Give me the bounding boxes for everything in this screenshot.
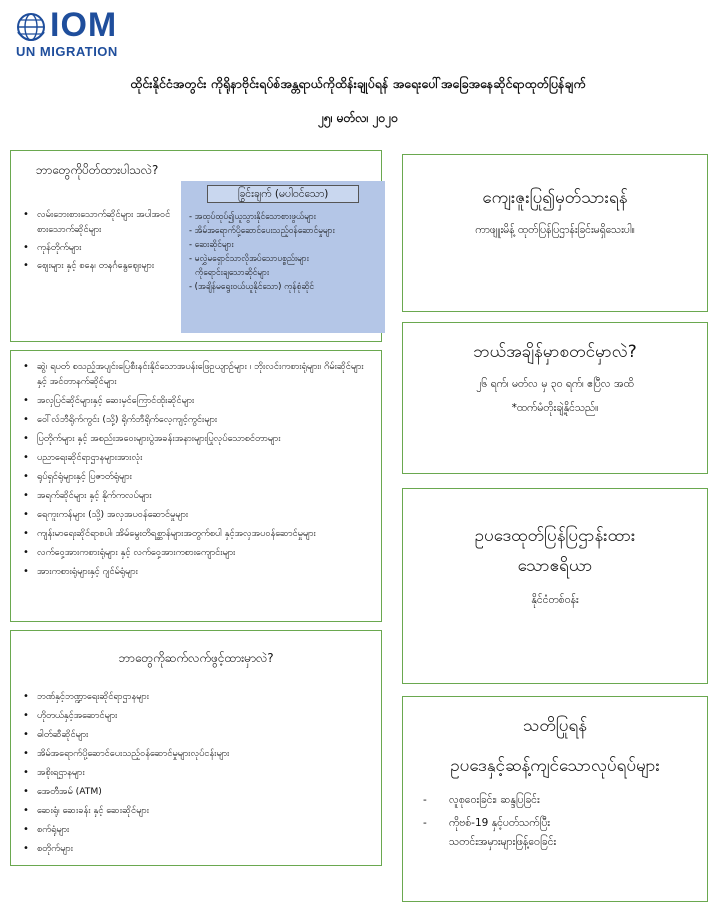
exception-item: - အိမ်အရောက်ပို့ဆောင်ပေးသည့်ဝန်ဆောင်မှုများ xyxy=(189,225,335,235)
list-item: • အေတီအမ် (ATM) xyxy=(21,784,373,799)
warning-heading-line1: သတိပြုရန် xyxy=(522,716,588,736)
open-box xyxy=(10,630,382,866)
area-box xyxy=(402,488,708,684)
logo-tagline: UN MIGRATION xyxy=(16,44,118,59)
exception-item: ကိုရောင်းချသောဆိုင်များ xyxy=(195,267,269,277)
closed-list xyxy=(21,207,173,273)
area-heading-line1: ဥပဒေထုတ်ပြန်ပြဌာန်းထား xyxy=(474,526,636,546)
iom-logo xyxy=(16,6,156,58)
list-item: • ရေကူးကန်များ (သို့) အလှအပဝန်ဆောင်မှုများ xyxy=(21,507,373,522)
list-item: • ဓါတ်ဆီဆိုင်များ xyxy=(21,727,373,742)
exception-panel xyxy=(181,181,385,333)
exception-heading: ခြွင်းချက် (မပါဝင်သော) xyxy=(207,185,359,203)
when-text: ၂၆ ရက်၊ မတ်လ မှ ၃၀ ရက်၊ ဧပြီလ အထိ xyxy=(476,378,634,390)
list-item: • ဆေးရုံ၊ ဆေးခန်း နှင့် ဆေးဆိုင်များ xyxy=(21,803,373,818)
list-item: • ရုပ်ရှင်ရုံများနှင့် ပြဇာတ်ရုံများ xyxy=(21,469,373,484)
list-item: • အိမ်အရောက်ပို့ဆောင်ပေးသည့်ဝန်ဆောင်မှုများလုပ်ငန်းများ xyxy=(21,746,373,761)
list-item: • ကုန်တိုက်များ xyxy=(21,240,173,255)
when-note: *ထက်မံတိုးချဲ့နိုင်သည်။ xyxy=(511,402,599,414)
list-item: • အားကစားရုံများနှင့် ဂျင်မ်ရုံများ xyxy=(21,564,373,579)
list-item: - လူစုဝေးခြင်း၊ ဆန္ဒပြခြင်း xyxy=(403,791,707,810)
closed-box xyxy=(10,150,382,342)
list-item: • ဘဏ်နှင့်ဘဏ္ဍာရေးဆိုင်ရာဌာနများ xyxy=(21,689,373,704)
page-title: ထိုင်းနိုင်ငံအတွင်း ကိုရိုနာဗိုင်းရပ်စ်အန္တရာယ်ကိုထိန်းချုပ်ရန် အရေးပေါ်အခြေအနေဆိုင်ရာထုတ်ပြန်ချက် xyxy=(130,76,586,91)
warning-heading-line2: ဥပဒေနှင့်ဆန့်ကျင်သောလုပ်ရပ်များ xyxy=(450,756,660,776)
list-item: • အရက်ဆိုင်များ နှင့် နိုက်ကလပ်များ xyxy=(21,488,373,503)
curfew-text: ကာဖျူးမိန့် ထုတ်ပြန်ပြဌာန်းခြင်းမရှိသေးပါ။ xyxy=(475,224,635,236)
warning-list xyxy=(403,791,707,852)
list-item: • အစိုးရဌာနများ xyxy=(21,765,373,780)
curfew-box xyxy=(402,154,708,312)
list-item: သတင်းအမှားများဖြန့်ဝေခြင်း xyxy=(449,836,557,848)
closed-heading: ဘာတွေကိုပိတ်ထားပါသလဲ? xyxy=(35,163,159,177)
list-item: • ဝေါ်လ်ဘီရိုက်ကွင်း (သို့) ရိုက်ဘီရိုက်လေ့ကျင့်ကွင်းများ xyxy=(21,412,373,427)
warning-box xyxy=(402,696,708,902)
list-item: - ကိုဗစ်-19 နှင့်ပတ်သက်ပြီး xyxy=(403,814,707,833)
open-heading: ဘာတွေကိုဆက်လက်ဖွင့်ထားမှာလဲ? xyxy=(118,651,274,665)
list-item: • လက်ဝှေ့အားကစားရုံများ နှင့် လက်ဝှေ့အားကစားကျောင်းများ xyxy=(21,545,373,560)
closed-list-box xyxy=(10,350,382,622)
list-item: • လမ်းဘေးစားသောက်ဆိုင်များ အပါအဝင် စားသောက်ဆိုင်များ xyxy=(21,207,173,237)
open-list xyxy=(21,689,373,856)
area-text: နိုင်ငံတစ်ဝန်း xyxy=(531,594,579,606)
list-item: • ပြတိုက်များ နှင့် အစည်းအဝေးများပွဲအခန်းအနားများပြုလုပ်သောစင်တာများ xyxy=(21,431,373,446)
list-item: • ပညာရေးဆိုင်ရာဌာနများအားလုံး xyxy=(21,450,373,465)
area-heading-line2: သောဧရိယာ xyxy=(517,556,593,576)
exception-item: - ဆေးဆိုင်များ xyxy=(189,239,234,249)
when-box xyxy=(402,322,708,474)
logo-wordmark: IOM xyxy=(50,6,118,44)
curfew-heading: ကျေးဇူးပြု၍မှတ်သားရန် xyxy=(482,188,628,208)
list-item: • ဆွဲ၊ ရပတ် စသည့်အပျင်းပြေစီးနင်းနိုင်သောအပန်းဖြေဥယျာဉ်များ ၊ ဘိုးလင်းကစားရုံများ၊ ဂိမ်းဆိုင်များနှင့် အင်တာနက်ဆိုင်များ xyxy=(21,359,373,389)
list-item: • စတိုက်များ xyxy=(21,841,373,856)
list-item: • ဟိုတယ်နှင့်အဆောင်များ xyxy=(21,708,373,723)
list-item: • စက်ရုံများ xyxy=(21,822,373,837)
exception-item: - အထုပ်ထုပ်၍ယူသွားနိုင်သောစားဖွယ်များ xyxy=(189,211,316,221)
list-item: • ဈေးများ နှင့် စနေ၊ တနင်္ဂနွေဈေးများ xyxy=(21,258,173,273)
list-item: • အလှပြင်ဆိုင်များနှင့် ဆေးမှင်ကြောင်ထိုးဆိုင်များ xyxy=(21,393,373,408)
exception-item: - မလွှဲမရှောင်သာလိုအပ်သောပစ္စည်းများ xyxy=(189,253,309,263)
page-date: ၂၅၊ မတ်လ၊ ၂၀၂၀ xyxy=(318,111,398,125)
closed-list-2 xyxy=(21,359,373,579)
when-heading: ဘယ်အချိန်မှာစတင်မှာလဲ? xyxy=(473,342,637,362)
globe-hands-icon xyxy=(16,12,46,42)
exception-item: - (အချိန်မရွေးဝယ်ယူနိုင်သော) ကုန်စုံဆိုင် xyxy=(189,281,315,291)
list-item: • ကျန်းမာရေးဆိုင်ရာစပါ၊ အိမ်မွေးတိရစ္ဆာန်များအတွက်စပါ နှင့်အလှအပဝန်ဆောင်မှုများ xyxy=(21,526,373,541)
